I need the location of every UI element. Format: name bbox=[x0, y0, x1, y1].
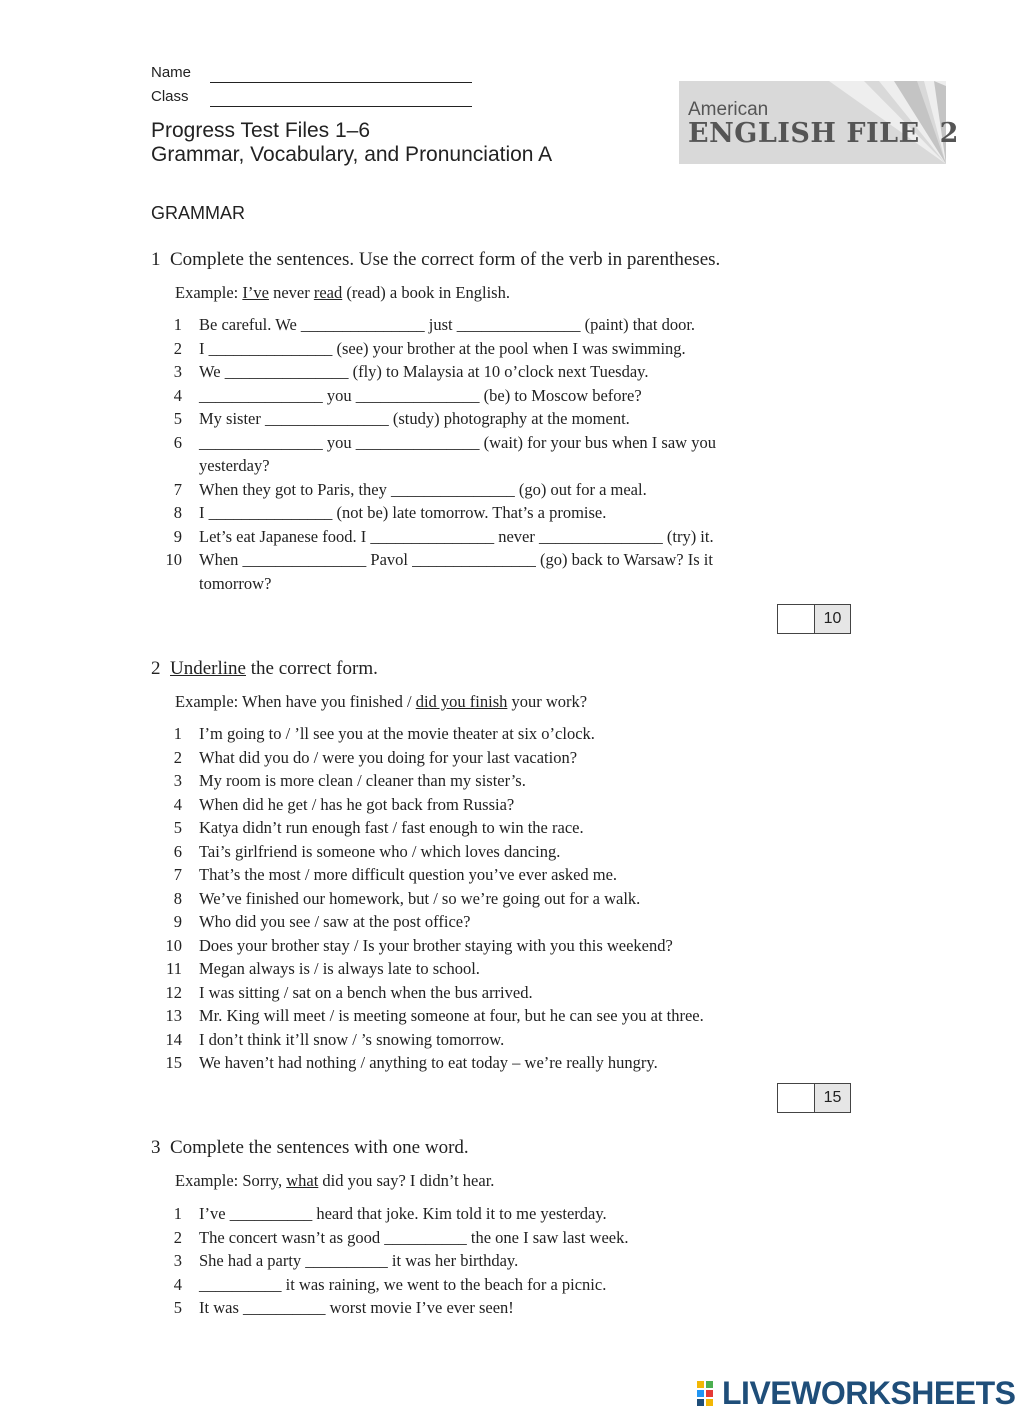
ex1-instruction-text: Complete the sentences. Use the correct form of the verb in parentheses. bbox=[170, 249, 721, 270]
liveworksheets-brand: LIVEWORKSHEETS bbox=[722, 1375, 1015, 1411]
score-input[interactable] bbox=[778, 605, 815, 633]
item-number: 10 bbox=[165, 935, 182, 955]
ex1-number: 1 bbox=[151, 249, 161, 270]
item-text: The concert wasn’t as good __________ the one I saw last week. bbox=[199, 1227, 629, 1247]
list-item-continuation: tomorrow? bbox=[199, 573, 272, 593]
item-text: When did he get / has he got back from Russia? bbox=[199, 794, 515, 814]
item-text: We _______________ (fly) to Malaysia at 10 o’clock next Tuesday. bbox=[199, 362, 649, 381]
item-number: 12 bbox=[165, 982, 182, 1002]
ex3-example-suffix: did you say? I didn’t hear. bbox=[318, 1171, 495, 1190]
ex2-score-box bbox=[777, 1083, 851, 1113]
ex2-example-underline: did you finish bbox=[415, 692, 508, 711]
test-title bbox=[151, 119, 552, 167]
ex2-instruction bbox=[151, 658, 378, 680]
score-total: 15 bbox=[815, 1084, 850, 1112]
item-text: Let’s eat Japanese food. I _______________ never _______________ (try) it. bbox=[199, 526, 714, 546]
ex1-example-suffix: (read) a book in English. bbox=[342, 283, 510, 302]
item-number: 6 bbox=[173, 432, 182, 452]
liveworksheets-logo[interactable] bbox=[696, 1375, 1015, 1412]
item-text: My sister _______________ (study) photography at the moment. bbox=[199, 409, 630, 428]
ex3-example-prefix: Example: Sorry, bbox=[175, 1171, 287, 1190]
item-text: I don’t think it’ll snow / ’s snowing tomorrow. bbox=[199, 1029, 505, 1049]
item-number: 4 bbox=[173, 1274, 182, 1294]
logo-american: American bbox=[688, 99, 769, 120]
ex1-example-prefix: Example: bbox=[175, 283, 243, 302]
ex2-instruction-text: the correct form. bbox=[245, 658, 378, 679]
ex2-list bbox=[162, 722, 802, 1077]
item-number: 2 bbox=[173, 747, 182, 767]
item-text: I’ve __________ heard that joke. Kim told it to me yesterday. bbox=[199, 1204, 607, 1223]
ex3-number: 3 bbox=[151, 1137, 161, 1158]
item-text: I _______________ (see) your brother at the pool when I was swimming. bbox=[199, 338, 686, 358]
item-text: When they got to Paris, they _______________ (go) out for a meal. bbox=[199, 479, 647, 499]
ex2-example bbox=[175, 692, 587, 712]
item-number: 4 bbox=[173, 385, 182, 405]
item-number: 2 bbox=[173, 338, 182, 358]
item-number: 15 bbox=[165, 1053, 182, 1072]
ex1-example-underline2: read bbox=[313, 283, 343, 302]
item-number: 1 bbox=[173, 1204, 182, 1223]
ex2-example-prefix: Example: When have you finished / bbox=[175, 692, 416, 711]
class-label: Class bbox=[151, 88, 189, 105]
ex2-example-suffix: your work? bbox=[507, 692, 588, 711]
class-field[interactable] bbox=[210, 90, 472, 107]
item-number: 3 bbox=[173, 771, 182, 790]
ex2-number: 2 bbox=[151, 658, 161, 679]
logo-english-file bbox=[688, 118, 959, 149]
item-text: __________ it was raining, we went to the beach for a picnic. bbox=[199, 1274, 607, 1294]
item-text: I _______________ (not be) late tomorrow. That’s a promise. bbox=[199, 503, 607, 522]
item-text: She had a party __________ it was her birthday. bbox=[199, 1251, 519, 1270]
item-text: We haven’t had nothing / anything to eat today – we’re really hungry. bbox=[199, 1053, 658, 1072]
item-text: Mr. King will meet / is meeting someone at four, but he can see you at three. bbox=[199, 1006, 704, 1025]
item-number: 8 bbox=[173, 503, 182, 522]
item-number: 5 bbox=[173, 409, 182, 428]
item-number: 2 bbox=[173, 1227, 182, 1247]
item-number: 8 bbox=[173, 888, 182, 908]
item-text: We’ve finished our homework, but / so we’re going out for a walk. bbox=[199, 888, 641, 908]
item-number: 11 bbox=[166, 959, 182, 978]
item-number: 9 bbox=[173, 912, 182, 931]
item-number: 5 bbox=[173, 818, 182, 837]
liveworksheets-icon bbox=[696, 1379, 722, 1409]
item-text: Tai’s girlfriend is someone who / which loves dancing. bbox=[199, 841, 561, 861]
item-number: 7 bbox=[173, 865, 182, 884]
ex2-instruction-underline: Underline bbox=[170, 658, 246, 679]
ex1-example-underline1: I’ve bbox=[242, 283, 269, 302]
item-number: 14 bbox=[165, 1029, 182, 1049]
item-text: What did you do / were you doing for your last vacation? bbox=[199, 747, 578, 767]
score-input[interactable] bbox=[778, 1084, 815, 1112]
item-number: 9 bbox=[173, 526, 182, 546]
item-number: 3 bbox=[173, 1251, 182, 1270]
item-number: 3 bbox=[173, 362, 182, 381]
ex1-instruction bbox=[151, 249, 791, 271]
item-number: 4 bbox=[173, 794, 182, 814]
course-logo bbox=[679, 81, 959, 164]
ex1-score-box bbox=[777, 604, 851, 634]
item-number: 7 bbox=[173, 479, 182, 499]
test-title-line2: Grammar, Vocabulary, and Pronunciation A bbox=[151, 143, 553, 166]
item-text: I’m going to / ’ll see you at the movie theater at six o’clock. bbox=[199, 724, 595, 743]
section-heading: GRAMMAR bbox=[151, 203, 245, 223]
name-label: Name bbox=[151, 64, 192, 81]
ex3-example-underline: what bbox=[286, 1171, 319, 1190]
item-number: 6 bbox=[173, 841, 182, 861]
list-item-continuation: yesterday? bbox=[199, 456, 270, 475]
ex1-example-mid: never bbox=[268, 283, 314, 302]
ex3-example bbox=[175, 1171, 494, 1191]
item-text: I was sitting / sat on a bench when the bus arrived. bbox=[199, 982, 533, 1002]
item-text: _______________ you _______________ (wait) for your bus when I saw you bbox=[199, 432, 716, 452]
item-text: That’s the most / more difficult question you’ve ever asked me. bbox=[199, 865, 618, 884]
score-total: 10 bbox=[815, 605, 850, 633]
item-number: 5 bbox=[173, 1298, 182, 1317]
item-text: Katya didn’t run enough fast / fast enough to win the race. bbox=[199, 818, 584, 837]
logo-title: ENGLISH FILE bbox=[688, 118, 920, 149]
ex3-instruction-text: Complete the sentences with one word. bbox=[170, 1137, 469, 1158]
item-text: _______________ you _______________ (be) to Moscow before? bbox=[199, 385, 642, 405]
item-text: Who did you see / saw at the post office? bbox=[199, 912, 471, 931]
item-number: 1 bbox=[173, 315, 182, 334]
item-text: It was __________ worst movie I’ve ever seen! bbox=[199, 1298, 514, 1317]
item-number: 1 bbox=[173, 724, 182, 743]
item-text: When _______________ Pavol _______________ (go) back to Warsaw? Is it bbox=[199, 550, 713, 569]
item-text: Megan always is / is always late to school. bbox=[199, 959, 480, 978]
test-title-line1: Progress Test Files 1–6 bbox=[151, 119, 371, 142]
ex1-example bbox=[175, 283, 510, 303]
logo-level: 2 bbox=[939, 118, 959, 149]
ex3-instruction bbox=[151, 1137, 469, 1159]
ex1-list bbox=[162, 313, 802, 603]
name-field[interactable] bbox=[210, 66, 472, 83]
item-number: 13 bbox=[165, 1006, 182, 1025]
item-text: Be careful. We _______________ just _______________ (paint) that door. bbox=[199, 315, 696, 334]
ex3-list bbox=[162, 1202, 802, 1322]
item-number: 10 bbox=[165, 550, 182, 569]
item-text: My room is more clean / cleaner than my sister’s. bbox=[199, 771, 526, 790]
item-text: Does your brother stay / Is your brother staying with you this weekend? bbox=[199, 935, 673, 955]
